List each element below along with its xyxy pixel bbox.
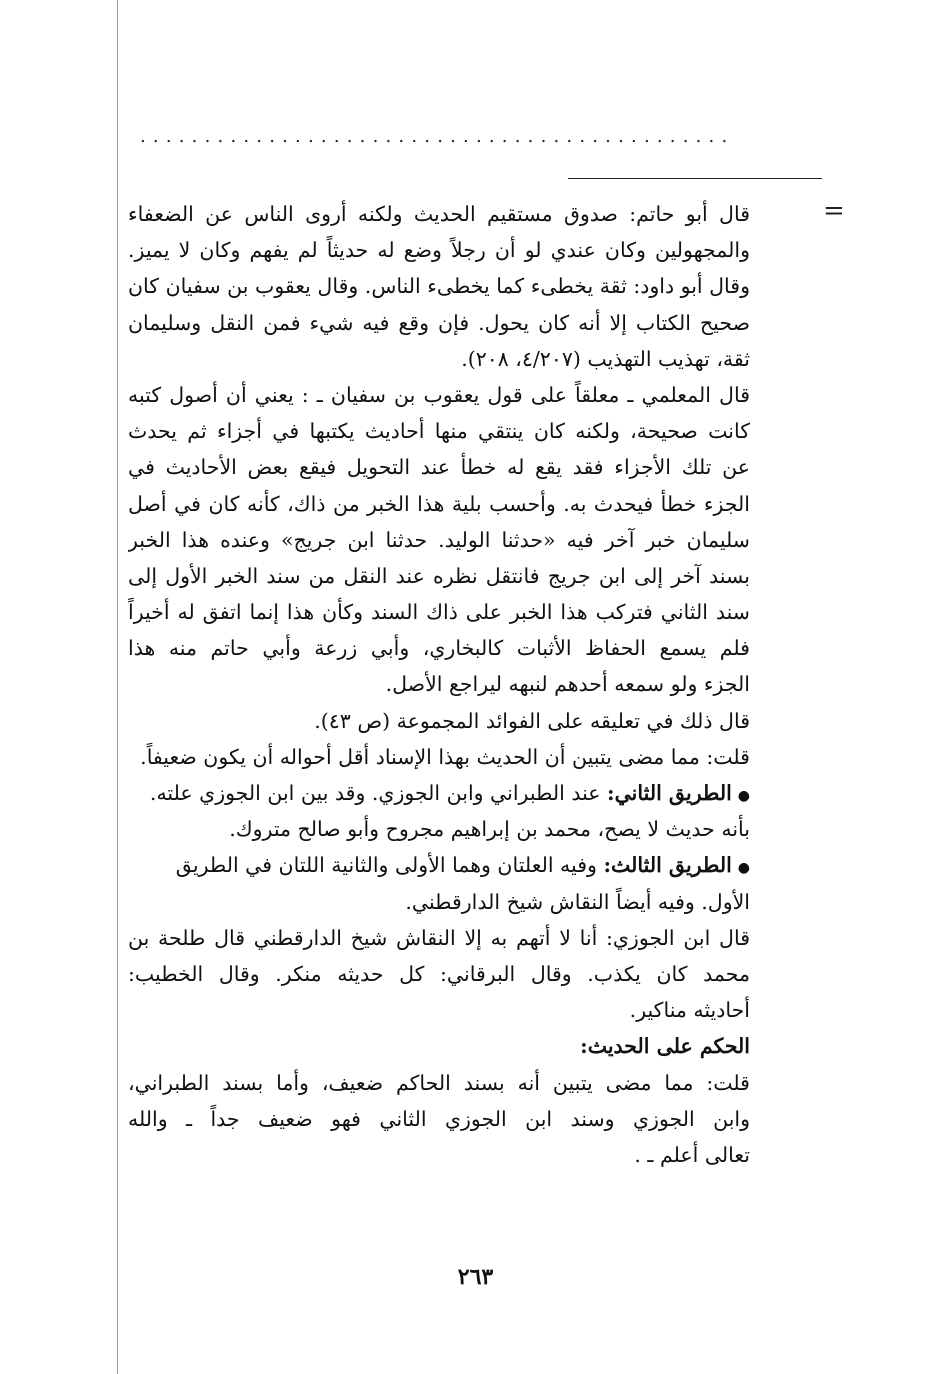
text-line: محمد كان يكذب. وقال البرقاني: كل حديثه منكر. وقال الخطيب: [128,961,750,986]
text-line: صحيح الكتاب إلا أنه كان يحول. فإن وقع فيه شيء فمن النقل وسليمان [128,310,750,335]
text-line: أحاديثه مناكير. [629,998,750,1023]
text-line: الجزء خطأ فيحدث به. وأحسب بلية هذا الخبر من ذاك، كأنه كان في أصل [128,491,750,516]
footnote-continuation-mark: = [823,196,845,226]
text-line: والمجهولين وكان عندي لو أن رجلاً وضع له حديثاً لم يفهم وكان لا يميز. [128,238,750,263]
footnote-rule [568,178,822,179]
text-line: قال أبو حاتم: صدوق مستقيم الحديث ولكنه أروى الناس عن الضعفاء [128,202,750,226]
text-line: قال ابن الجوزي: أنا لا أتهم به إلا النقاش شيخ الدارقطني قال طلحة بن [128,925,750,950]
second-path-text: عند الطبراني وابن الجوزي. وقد بين ابن الجوزي علته. [149,781,601,805]
third-path-line [128,847,750,883]
ruling-heading: الحكم على الحديث: [580,1034,750,1059]
text-line: الأول. وفيه أيضاً النقاش شيخ الدارقطني. [405,889,750,914]
text-line: تعالى أعلم ـ . [634,1142,750,1167]
footnote-text [128,196,750,1173]
text-line: وقال أبو داود: ثقة يخطىء كما يخطىء الناس. وقال يعقوب بن سفيان كان [128,274,750,299]
margin-line [117,0,118,1374]
text-line: بأنه حديث لا يصح، محمد بن إبراهيم مجروح وأبو صالح متروك. [229,817,750,842]
bullet-icon: ● [737,788,750,804]
text-line: سند الثاني فتركب هذا الخبر على ذاك السند وكأن هذا إنما اتفق له أخيراً [128,600,750,625]
text-line: وابن الجوزي وسند ابن الجوزي الثاني فهو ضعيف جداً ـ والله [128,1106,750,1131]
text-line: كانت صحيحة، ولكنه كان ينتقي منها أحاديث يكتبها في أجزاء ثم يحدث [128,419,750,444]
bullet-icon: ● [737,860,750,877]
text-line: قال المعلمي ـ معلقاً على قول يعقوب بن سفيان ـ : يعني أن أصول كتبه [128,382,750,407]
third-path-text: وفيه العلتان وهما الأولى والثانية اللتان في الطريق [175,853,597,878]
text-line: فلم يسمع الحفاظ الأثبات كالبخاري، وأبي زرعة وأبي حاتم منه هذا [128,636,750,661]
second-path-line [128,775,750,811]
text-line: عن تلك الأجزاء فقد يقع له خطأ عند التحويل فيقع بعض الأحاديث في [128,455,750,480]
text-line: قال ذلك في تعليقه على الفوائد المجموعة (ص ٤٣). [314,708,750,733]
text-line: سليمان خبر آخر فيه «حدثنا الوليد. حدثنا ابن جريج» وعنده هذا الخبر [128,527,750,552]
text-line: بسند آخر إلى ابن جريج فانتقل نظره عند النقل من سند الخبر الأول إلى [128,563,750,588]
second-path-label: الطريق الثاني: [607,781,732,805]
dotted-separator: .............................................. [140,126,735,147]
text-line: قلت: مما مضى يتبين أن الحديث بهذا الإسناد أقل أحواله أن يكون ضعيفاً. [140,744,750,769]
third-path-label: الطريق الثالث: [603,853,732,878]
text-line: الجزء ولو سمعه أحدهم لنبهه ليراجع الأصل. [385,672,750,697]
page-number: ٢٦٣ [457,1264,494,1290]
text-line: ثقة، تهذيب التهذيب (٤/٢٠٧، ٢٠٨). [461,346,750,371]
text-line: قلت: مما مضى يتبين أنه بسند الحاكم ضعيف، وأما بسند الطبراني، [128,1070,750,1095]
